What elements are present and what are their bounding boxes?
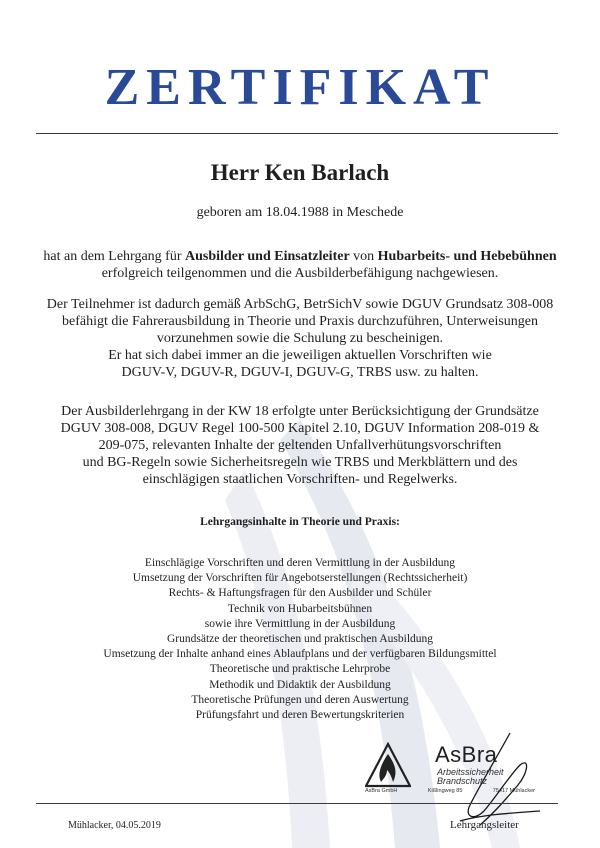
participation-line-2: erfolgreich teilgenommen und die Ausbilderbefähigung nachgewiesen. [101,266,499,281]
contents-item: sowie ihre Vermittlung in der Ausbildung [204,617,396,630]
contents-item: Prüfungsfahrt und deren Bewertungskriterien [195,709,405,722]
certificate-title: ZERTIFIKAT [104,59,496,116]
logo-tagline-1: Arbeitssicherheit [437,767,504,777]
place-date: Mühlacker, 04.05.2019 [68,820,161,831]
participation-line-1 [20,248,580,265]
logo-company: AsBra GmbH [365,788,398,794]
basis-line: Der Ausbilderlehrgang in der KW 18 erfolgte unter Berücksichtigung der Grundsätze [61,404,539,419]
qualification-line: Er hat sich dabei immer an die jeweiligen aktuellen Vorschriften wie [108,348,492,363]
qualification-line: vorzunehmen sowie die Schulung zu bescheinigen. [156,331,444,346]
qualification-paragraph [20,296,580,381]
contents-item: Technik von Hubarbeitsbühnen [227,602,373,615]
bottom-divider [36,803,558,804]
participation-pre: hat an dem Lehrgang für [43,249,186,264]
logo-street: Kißlingweg 85 [427,788,463,794]
contents-item: Grundsätze der theoretischen und praktischen Ausbildung [166,633,434,646]
course-subject: Hubarbeits- und Hebebühnen [377,249,557,264]
contents-item: Methodik und Didaktik der Ausbildung [209,678,391,691]
basis-paragraph [20,403,580,488]
basis-line: 209-075, relevanten Inhalte der geltenden Unfallverhütungsvorschriften [98,438,502,453]
qualification-line: DGUV-V, DGUV-R, DGUV-I, DGUV-G, TRBS usw. zu halten. [121,365,479,380]
logo-name: AsBra [435,742,498,767]
basis-line: einschlägigen staatlichen Vorschriften- und Regelwerks. [142,472,458,487]
contents-item: Umsetzung der Vorschriften für Angebotserstellungen (Rechtssicherheit) [132,572,468,585]
contents-item: Theoretische Prüfungen und deren Auswertung [191,693,409,706]
course-name: Ausbilder und Einsatzleiter [185,249,350,264]
logo-city: 75417 Mühlacker [492,788,535,794]
contents-item: Umsetzung der Inhalte anhand eines Ablaufplans und der verfügbaren Bildungsmittel [103,648,497,661]
contents-heading: Lehrgangsinhalte in Theorie und Praxis: [200,516,400,528]
qualification-line: befähigt die Fahrerausbildung in Theorie und Praxis durchzuführen, Unterweisungen [62,314,538,329]
flame-triangle-icon [365,742,411,788]
contents-item: Rechts- & Haftungsfragen für den Ausbilder und Schüler [168,587,432,600]
contents-item: Theoretische und praktische Lehrprobe [209,663,391,676]
birth-info: geboren am 18.04.1988 in Meschede [196,205,404,220]
recipient-name: Herr Ken Barlach [210,160,390,185]
basis-line: und BG-Regeln sowie Sicherheitsregeln wie TRBS und Merkblättern und des [82,455,518,470]
qualification-line: Der Teilnehmer ist dadurch gemäß ArbSchG, BetrSichV sowie DGUV Grundsatz 308-008 [46,297,554,312]
top-divider [36,133,558,134]
basis-line: DGUV 308-008, DGUV Regel 100-500 Kapitel 2.10, DGUV Information 208-019 & [60,421,540,436]
logo-tagline-2: Brandschutz [437,776,488,786]
signer-role: Lehrgangsleiter [450,819,519,831]
contents-item: Einschlägige Vorschriften und deren Vermittlung in der Ausbildung [144,557,456,569]
participation-statement [20,248,580,282]
participation-mid: von [349,249,378,264]
contents-list [40,556,560,723]
